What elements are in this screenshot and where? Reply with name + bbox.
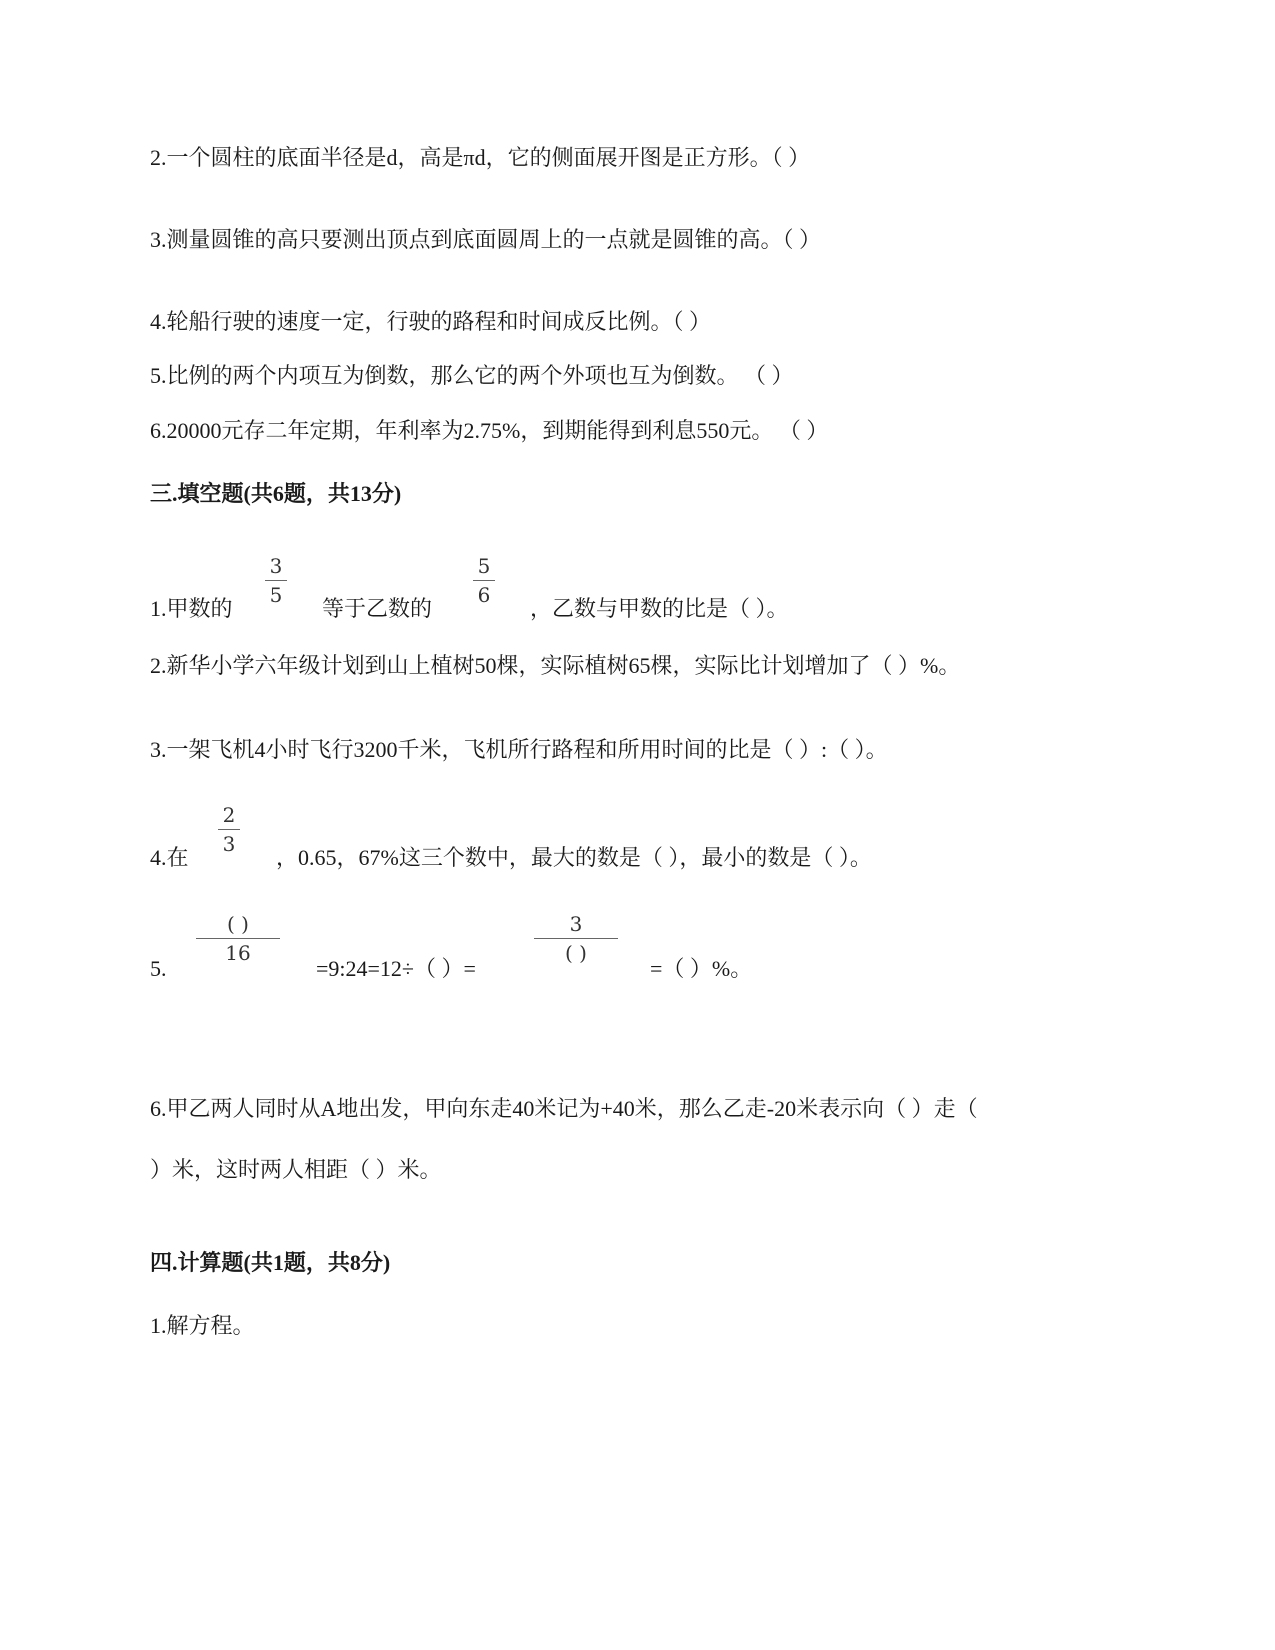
fraction-denominator: 6 (477, 583, 491, 607)
judge-question-6: 6.20000元存二年定期，年利率为2.75%，到期能得到利息550元。 （ ） (150, 418, 829, 443)
fraction-bar (218, 829, 240, 830)
fill-q5-end: =（ ）%。 (650, 956, 753, 981)
fraction-bar (265, 580, 287, 581)
fill-q1-part3: ，乙数与甲数的比是（ ）。 (530, 596, 789, 621)
fraction-denominator: ( ) (565, 941, 587, 965)
fraction-three-over-blank (534, 912, 618, 965)
fraction-numerator: 3 (569, 912, 583, 936)
fill-q5-label: 5. (150, 956, 167, 981)
fraction-numerator: 2 (222, 803, 236, 827)
fill-question-3: 3.一架飞机4小时飞行3200千米，飞机所行路程和所用时间的比是（ ）:（ ）。 (150, 737, 888, 762)
calc-question-1: 1.解方程。 (150, 1313, 255, 1338)
fraction-five-sixths (473, 554, 495, 607)
fill-q4-part2: ，0.65，67%这三个数中，最大的数是（ ），最小的数是（ ）。 (276, 845, 872, 870)
fraction-two-thirds (218, 803, 240, 856)
fill-q1-part2: 等于乙数的 (322, 596, 433, 621)
judge-question-3: 3.测量圆锥的高只要测出顶点到底面圆周上的一点就是圆锥的高。（ ） (150, 227, 822, 252)
fraction-denominator: 5 (269, 583, 283, 607)
judge-question-2: 2.一个圆柱的底面半径是d，高是πd，它的侧面展开图是正方形。（ ） (150, 145, 811, 170)
section-heading-calculation: 四.计算题(共1题，共8分) (150, 1250, 391, 1275)
fraction-denominator: 16 (225, 941, 251, 965)
fraction-bar (196, 938, 280, 939)
fraction-numerator: 5 (477, 554, 491, 578)
fraction-bar (473, 580, 495, 581)
fill-question-6-line1: 6.甲乙两人同时从A地出发，甲向东走40米记为+40米，那么乙走-20米表示向（ ）走（ (150, 1096, 978, 1121)
fill-q5-middle: =9:24=12÷（ ）= (316, 956, 476, 981)
judge-question-4: 4.轮船行驶的速度一定，行驶的路程和时间成反比例。（ ） (150, 309, 712, 334)
fill-question-6-line2: ）米，这时两人相距（ ）米。 (150, 1157, 442, 1182)
judge-question-5: 5.比例的两个内项互为倒数，那么它的两个外项也互为倒数。 （ ） (150, 363, 794, 388)
fill-q1-part1: 1.甲数的 (150, 596, 233, 621)
fraction-numerator: ( ) (227, 912, 249, 936)
section-heading-fill-blank: 三.填空题(共6题，共13分) (150, 481, 402, 506)
fraction-denominator: 3 (222, 832, 236, 856)
fill-q4-part1: 4.在 (150, 845, 189, 870)
fill-question-2: 2.新华小学六年级计划到山上植树50棵，实际植树65棵，实际比计划增加了（ ）%。 (150, 653, 961, 678)
fraction-blank-over-sixteen (196, 912, 280, 965)
fraction-numerator: 3 (269, 554, 283, 578)
fraction-three-fifths (265, 554, 287, 607)
fraction-bar (534, 938, 618, 939)
